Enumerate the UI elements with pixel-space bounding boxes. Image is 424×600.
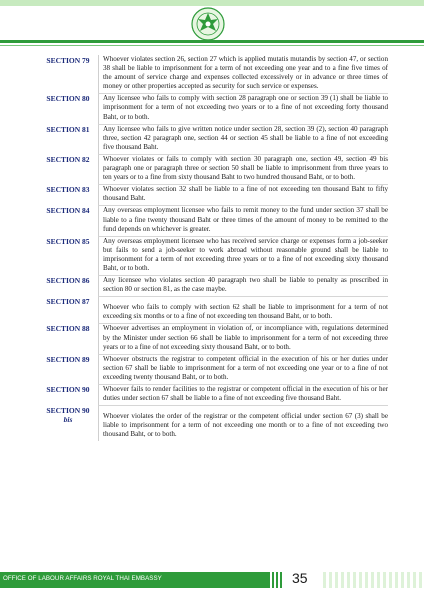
section-row bbox=[38, 236, 388, 275]
section-text: Whoever violates or fails to comply with section 30 paragraph one, section 49, section 49 bis paragraph one or paragraph three or section 50 shall be liable to imprisonment from three years to ten years or to a fine from sixty thousand Baht to two hundred thousand Baht, or to both. bbox=[98, 154, 388, 184]
section-label bbox=[38, 236, 98, 246]
section-label bbox=[38, 154, 98, 164]
section-row bbox=[38, 296, 388, 323]
section-label bbox=[38, 323, 98, 333]
section-bis-suffix: bis bbox=[63, 415, 73, 425]
section-number: SECTION 89 bbox=[46, 354, 90, 364]
section-row bbox=[38, 184, 388, 205]
section-number: SECTION 87 bbox=[46, 297, 90, 307]
section-text: Any licensee who violates section 40 paragraph two shall be liable to penalty as prescribed in section 80 or section 81, as the case maybe. bbox=[98, 275, 388, 296]
section-row bbox=[38, 323, 388, 353]
section-text: Whoever violates the order of the registrar or the competent official under section 67 (3) shall be liable to imprisonment for a term of not exceeding one month or to a fine of not exceeding two thousand Baht, or to both. bbox=[98, 405, 388, 441]
section-text: Any overseas employment licensee who has received service charge or expenses form a job-seeker but fails to send a job-seeker to work abroad without reasonable ground shall be liable to imprisonment for a term of not exceeding three years or to a fine of not exceeding sixty thousand Baht, or to both. bbox=[98, 236, 388, 275]
section-number: SECTION 88 bbox=[46, 324, 90, 334]
section-row bbox=[38, 55, 388, 93]
section-label bbox=[38, 184, 98, 194]
section-label bbox=[38, 405, 98, 424]
footer-pattern bbox=[320, 572, 424, 588]
section-row bbox=[38, 275, 388, 296]
section-label bbox=[38, 384, 98, 394]
section-label bbox=[38, 275, 98, 285]
section-text: Whoever who fails to comply with section 62 shall be liable to imprisonment for a term of not exceeding six months or to a fine of not exceeding ten thousand Baht, or to both. bbox=[98, 296, 388, 323]
section-number: SECTION 81 bbox=[46, 124, 90, 134]
section-text: Whoever violates section 32 shall be liable to a fine of not exceeding ten thousand Baht to fifty thousand Baht. bbox=[98, 184, 388, 205]
section-number: SECTION 90 bbox=[46, 406, 90, 416]
section-text: Whoever fails to render facilities to the registrar or competent official in the execution of his or her duties under section 67 shall be liable to a fine of not exceeding five thousand Baht. bbox=[98, 384, 388, 405]
section-label bbox=[38, 354, 98, 364]
thai-garuda-emblem-icon bbox=[188, 6, 228, 42]
section-label bbox=[38, 124, 98, 134]
section-text: Whoever obstructs the registrar to competent official in the execution of his or her duties under section 67 shall be liable to imprisonment for a term of not exceeding one year or to a fine of not exceeding twenty thousand Baht, or to both. bbox=[98, 354, 388, 384]
header-rule-thin bbox=[0, 45, 424, 46]
footer-stripes bbox=[268, 572, 284, 588]
header-rule bbox=[0, 40, 424, 43]
section-label bbox=[38, 93, 98, 103]
section-row bbox=[38, 154, 388, 184]
footer-band bbox=[0, 572, 268, 588]
section-number: SECTION 84 bbox=[46, 206, 90, 216]
section-row bbox=[38, 124, 388, 154]
section-row bbox=[38, 93, 388, 123]
section-number: SECTION 83 bbox=[46, 185, 90, 195]
section-row bbox=[38, 384, 388, 405]
penalty-section-list bbox=[38, 55, 388, 441]
page-number: 35 bbox=[292, 570, 308, 586]
section-row bbox=[38, 205, 388, 235]
section-number: SECTION 85 bbox=[46, 236, 90, 246]
section-label bbox=[38, 205, 98, 215]
footer-office-label: OFFICE OF LABOUR AFFAIRS ROYAL THAI EMBASSY bbox=[3, 575, 162, 582]
section-label bbox=[38, 55, 98, 65]
section-text: Any overseas employment licensee who fails to remit money to the fund under section 37 shall be liable to a fine twenty thousand Baht or three times of the amount of money to be remitted to the fund depends on whichever is greater. bbox=[98, 205, 388, 235]
section-text: Whoever violates section 26, section 27 which is applied mutatis mutandis by section 47, or section 38 shall be liable to imprisonment for a term of not exceeding one year and to a fine five times of the amount of service charge and expenses collected excessively or in advance or three times of money or other properties accepted as security for such service or expenses. bbox=[98, 55, 388, 93]
section-row bbox=[38, 354, 388, 384]
section-number: SECTION 80 bbox=[46, 94, 90, 104]
section-number: SECTION 90 bbox=[46, 385, 90, 394]
section-row bbox=[38, 405, 388, 441]
section-text: Any licensee who fails to give written notice under section 28, section 39 (2), section 40 paragraph three, section 42 paragraph one, section 44 or section 45 shall be liable to a fine of not exceeding five thousand Baht. bbox=[98, 124, 388, 154]
section-number: SECTION 82 bbox=[46, 154, 90, 164]
section-label bbox=[38, 296, 98, 306]
section-text: Whoever advertises an employment in violation of, or incompliance with, regulations determined by the Minister under section 66 shall be liable to imprisonment for a term of not exceeding three years or to a fine of not exceeding sixty thousand Baht, or to both. bbox=[98, 323, 388, 353]
section-text: Any licensee who fails to comply with section 28 paragraph one or section 39 (1) shall be liable to imprisonment for a term of not exceeding two years or to a fine of not exceeding forty thousand Baht, or to both. bbox=[98, 93, 388, 123]
section-number: SECTION 86 bbox=[46, 276, 90, 286]
section-number: SECTION 79 bbox=[46, 56, 90, 65]
